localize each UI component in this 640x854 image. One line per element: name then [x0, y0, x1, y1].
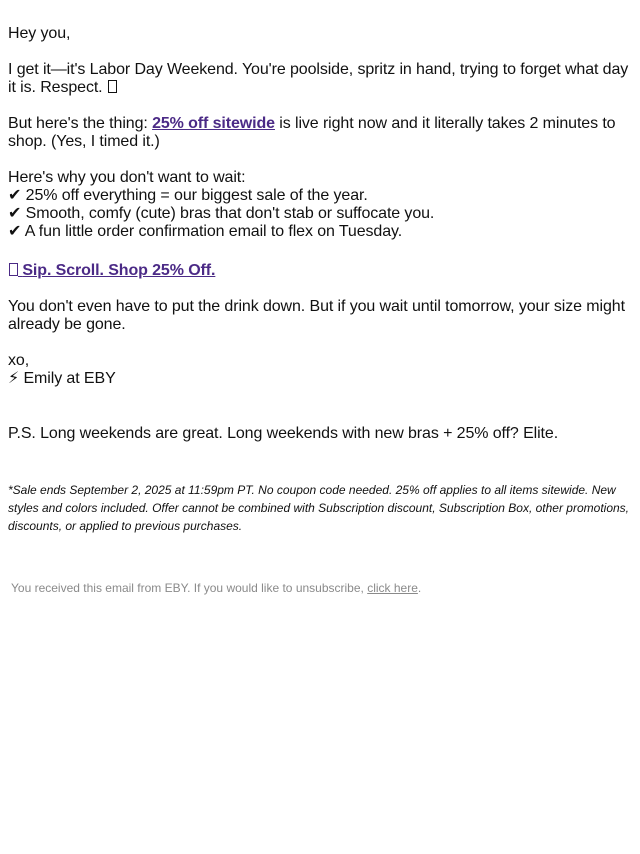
reasons-list — [8, 187, 632, 241]
sale-text-after: is live right now and it literally takes 2 minutes to shop. (Yes, I timed it.) — [8, 115, 616, 150]
signoff-xo: xo, — [8, 352, 30, 369]
emoji-placeholder-icon — [9, 263, 18, 276]
list-item: ✔ 25% off everything = our biggest sale of the year. — [8, 187, 368, 204]
unsubscribe-link[interactable]: click here — [367, 581, 418, 595]
emoji-placeholder-icon — [108, 80, 117, 93]
reasons-block — [8, 169, 632, 241]
footer-text: You received this email from EBY. If you would like to unsubscribe, — [11, 581, 368, 595]
list-item: ✔ Smooth, comfy (cute) bras that don't stab or suffocate you. — [8, 205, 435, 222]
sale-paragraph — [8, 115, 632, 151]
postscript: P.S. Long weekends are great. Long weekends with new bras + 25% off? Elite. — [8, 425, 559, 442]
unsubscribe-footer — [11, 580, 421, 596]
urgency-paragraph: You don't even have to put the drink down. But if you wait until tomorrow, your size might already be gone. — [8, 298, 625, 333]
intro-paragraph — [8, 61, 632, 97]
reasons-heading: Here's why you don't want to wait: — [8, 169, 246, 186]
sitewide-sale-link[interactable]: 25% off sitewide — [152, 115, 275, 132]
intro-text: I get it—it's Labor Day Weekend. You're poolside, spritz in hand, trying to forget what day it is. Respect. — [8, 61, 629, 96]
fine-print: *Sale ends September 2, 2025 at 11:59pm PT. No coupon code needed. 25% off applies to all items sitewide. New styles and colors included. Offer cannot be combined with Subscription discount, Subscription Box, other promotions, discounts, or applied to previous purchases. — [8, 483, 629, 533]
sale-text-before: But here's the thing: — [8, 115, 153, 132]
cta-line — [8, 262, 215, 280]
greeting: Hey you, — [8, 25, 71, 42]
list-item: ✔ A fun little order confirmation email to flex on Tuesday. — [8, 223, 403, 240]
shop-sale-cta-link[interactable] — [8, 262, 215, 279]
footer-period: . — [417, 581, 422, 595]
signoff-sender: ⚡ Emily at EBY — [8, 370, 116, 387]
cta-label: Sip. Scroll. Shop 25% Off. — [22, 262, 216, 279]
signoff — [8, 352, 116, 388]
